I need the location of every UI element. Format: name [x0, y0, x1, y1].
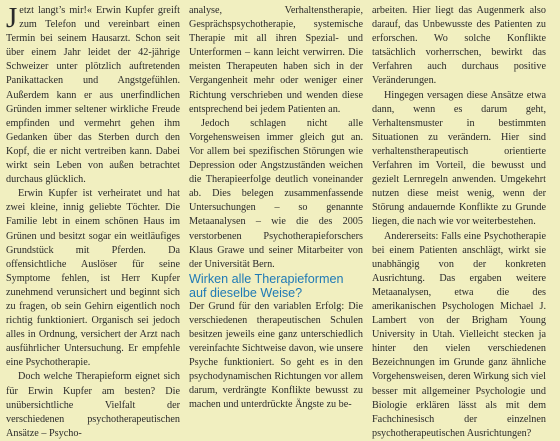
column-2: [189, 4, 363, 421]
paragraph-1-3: Doch welche Therapieform eignet sich für Erwin Kupfer am besten? Die unübersichtliche Vielfalt der verschiedenen psychotherapeutischen Ansätze – Psycho-: [6, 371, 180, 439]
paragraph-1-1: [6, 4, 180, 187]
paragraph-1-2: Erwin Kupfer ist verheiratet und hat zwei kleine, innig geliebte Töchter. Die Familie lebt in einem schönen Haus im Grünen und besitzt sogar ein weitläufiges Grundstück mit Pferden. Da offensichtliche Auslöser für seine Symptome fehlen, ist Herr Kupfer zunehmend verunsichert und beginnt sich zu fragen, ob sein Gehirn eigentlich noch richtig funktioniert. Organisch sei jedoch alles in Ordnung, versichert der Arzt nach ausführlicher Untersuchung. Er empfehle eine Psychotherapie.: [6, 188, 180, 369]
paragraph-2-3: Der Grund für den variablen Erfolg: Die verschiedenen therapeutischen Schulen besitzen jeweils eine ganz unterschiedlich vereinfachte Sichtweise davon, wie unsere Psyche funktioniert. So geht es in den psychodynamischen Richtungen vor allem darum, verdrängte Konflikte bewusst zu machen und unterdrückte Ängste zu be-: [189, 300, 363, 411]
column-3: [372, 4, 546, 439]
paragraph-2-2: Jedoch schlagen nicht alle Vorgehensweisen immer gleich gut an. Vor allem bei spezifischen Störungen wie Depression oder Angstzuständen weichen die Therapieerfolge deutlich voneinander ab. Dies belegen zusammenfassende Untersuchungen – so genannte Metaanalysen – wie die des 2005 verstorbenen Psychotherapieforschers Klaus Grawe und seiner Mitarbeiter von der Universität Bern.: [189, 117, 363, 270]
paragraph-2-1: analyse, Verhaltenstherapie, Gesprächspsychotherapie, systemische Therapie mit all ihren Spezial- und Unterformen – kann leicht verwirren. Die meisten Therapeuten haben sich in der Vergangenheit mehr oder weniger einer Richtung verschrieben und wenden diese entsprechend bei jedem Patienten an.: [189, 5, 363, 115]
section-heading: Wirken alle Therapieformen auf dieselbe Weise?: [189, 271, 344, 300]
paragraph-3-3: Andererseits: Falls eine Psychotherapie bei einem Patienten anschlägt, wirkt sie unabhängig von der konkreten Ausrichtung. Das ergaben weitere Metaanalysen, etwa die des amerikanischen Psychologen Michael J. Lambert von der Brigham Young University in Utah. Vielleicht stecken ja hinter den vielen verschiedenen Bezeichnungen im Grunde ganz ähnliche Vorgehensweisen, deren Wirkung sich viel besser mit allgemeiner Psychologie und Biologie erklären lässt als mit dem Fachchinesisch der einzelnen psychotherapeutischen Ausrichtungen?: [372, 230, 546, 439]
column-1: [6, 2, 180, 439]
paragraph-3-1: arbeiten. Hier liegt das Augenmerk also darauf, das Unbewusste des Patienten zu erforschen. Wo solche Konflikte tatsächlich vorherrschen, bewirkt das Verfahren auch durchaus positive Veränderungen.: [372, 5, 546, 87]
paragraph-3-2: Hingegen versagen diese Ansätze etwa dann, wenn es darum geht, Verhaltensmuster in bestimmten Situationen zu verändern. Hier sind verhaltenstherapeutisch orientierte Verfahren im Vorteil, die bewusst und gezielt Lernregeln anwenden. Umgekehrt nutzen diese meist wenig, wenn der Störung andauernde Konflikte zu Grunde liegen, die nach wie vor weiterbestehen.: [372, 89, 546, 228]
drop-cap: J: [6, 2, 18, 34]
paragraph-text: etzt langt’s mir!« Erwin Kupfer greift zum Telefon und vereinbart einen Termin bei seinem Hausarzt. Schon seit über einem Jahr leidet der 42-jährige Schweizer unter plötzlich auftretenden Panikattacken und Angstgefühlen. Außerdem kann er aus unerfindlichen Gründen immer seltener wirkliche Freude empfinden und vermehrt gehen ihm Gedanken über das Sterben durch den Kopf, die er nicht vertreiben kann. Dabei wirkt sein Leben von außen betrachtet durchaus glücklich.: [6, 5, 180, 186]
